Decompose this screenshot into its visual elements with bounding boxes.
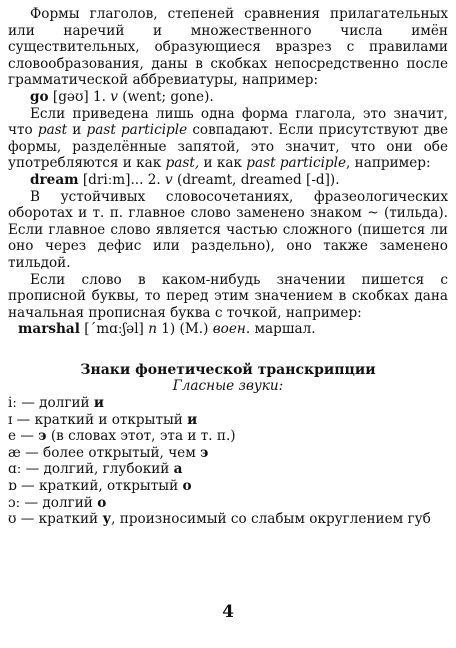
intro-paragraph-3: В устойчивых словосочетаниях, фразеологических оборотах и т. п. главное слово заменено знаком ~ (тильда). Если главное слово является частью сложного (пишется ли оно через дефис или раздельно), оно также заменено тильдой. [8,188,448,271]
vowel-item: ɔː — долгий о [8,494,107,511]
headword-go: go [30,88,49,105]
vowel-list [8,395,448,528]
page-content [8,6,448,528]
intro-paragraph-1: Формы глаголов, степеней сравнения прилагательных или наречий и множественного числа имён существительных, образующиеся вразрез с правилами словообразования, даны в скобках непосредственно после грамматической аббревиатуры, например: [8,6,448,89]
vowel-item: ɑː — долгий, глубокий а [8,461,183,478]
example-go-forms: (went; gone). [117,88,214,105]
intro-paragraph-4: Если слово в каком-нибудь значении пишется с прописной буквы, то перед этим значением в скобках дана начальная прописная буква с точкой, например: [8,271,448,321]
headword-dream: dream [30,171,79,188]
vowel-item: iː — долгий и [8,395,105,412]
example-go [8,89,448,106]
vowel-item: e — э (в словах этот, эта и т. п.) [8,428,236,445]
example-dream: dream [driːm]... 2. v (dreamt, dreamed [-d]). [30,171,340,188]
page-number: 4 [222,602,234,622]
vowel-item: æ — более открытый, чем э [8,444,209,461]
vowel-item: ɒ — краткий, открытый о [8,478,192,495]
vowel-item: ʊ — краткий у, произносимый со слабым округлением губ [8,511,431,528]
example-go-pos: v [110,88,118,105]
headword-marshal: marshal [18,321,80,338]
intro-paragraph-2: Если приведена лишь одна форма глагола, это значит, что past и past participle совпадают. Если присутствуют две формы, разделённые запятой, это значит, что они обе употребляются и как past, и как past participle, например: [8,105,448,172]
example-marshal: marshal [ˊmɑːʃǝl] n 1) (M.) воен. маршал. [18,321,316,338]
section-title: Знаки фонетической транскрипции [80,361,376,378]
section-subtitle: Гласные звуки: [172,378,284,395]
example-go-transcription: [gǝʊ] 1. [48,88,111,105]
vowel-item: ɪ — краткий и открытый и [8,411,198,428]
